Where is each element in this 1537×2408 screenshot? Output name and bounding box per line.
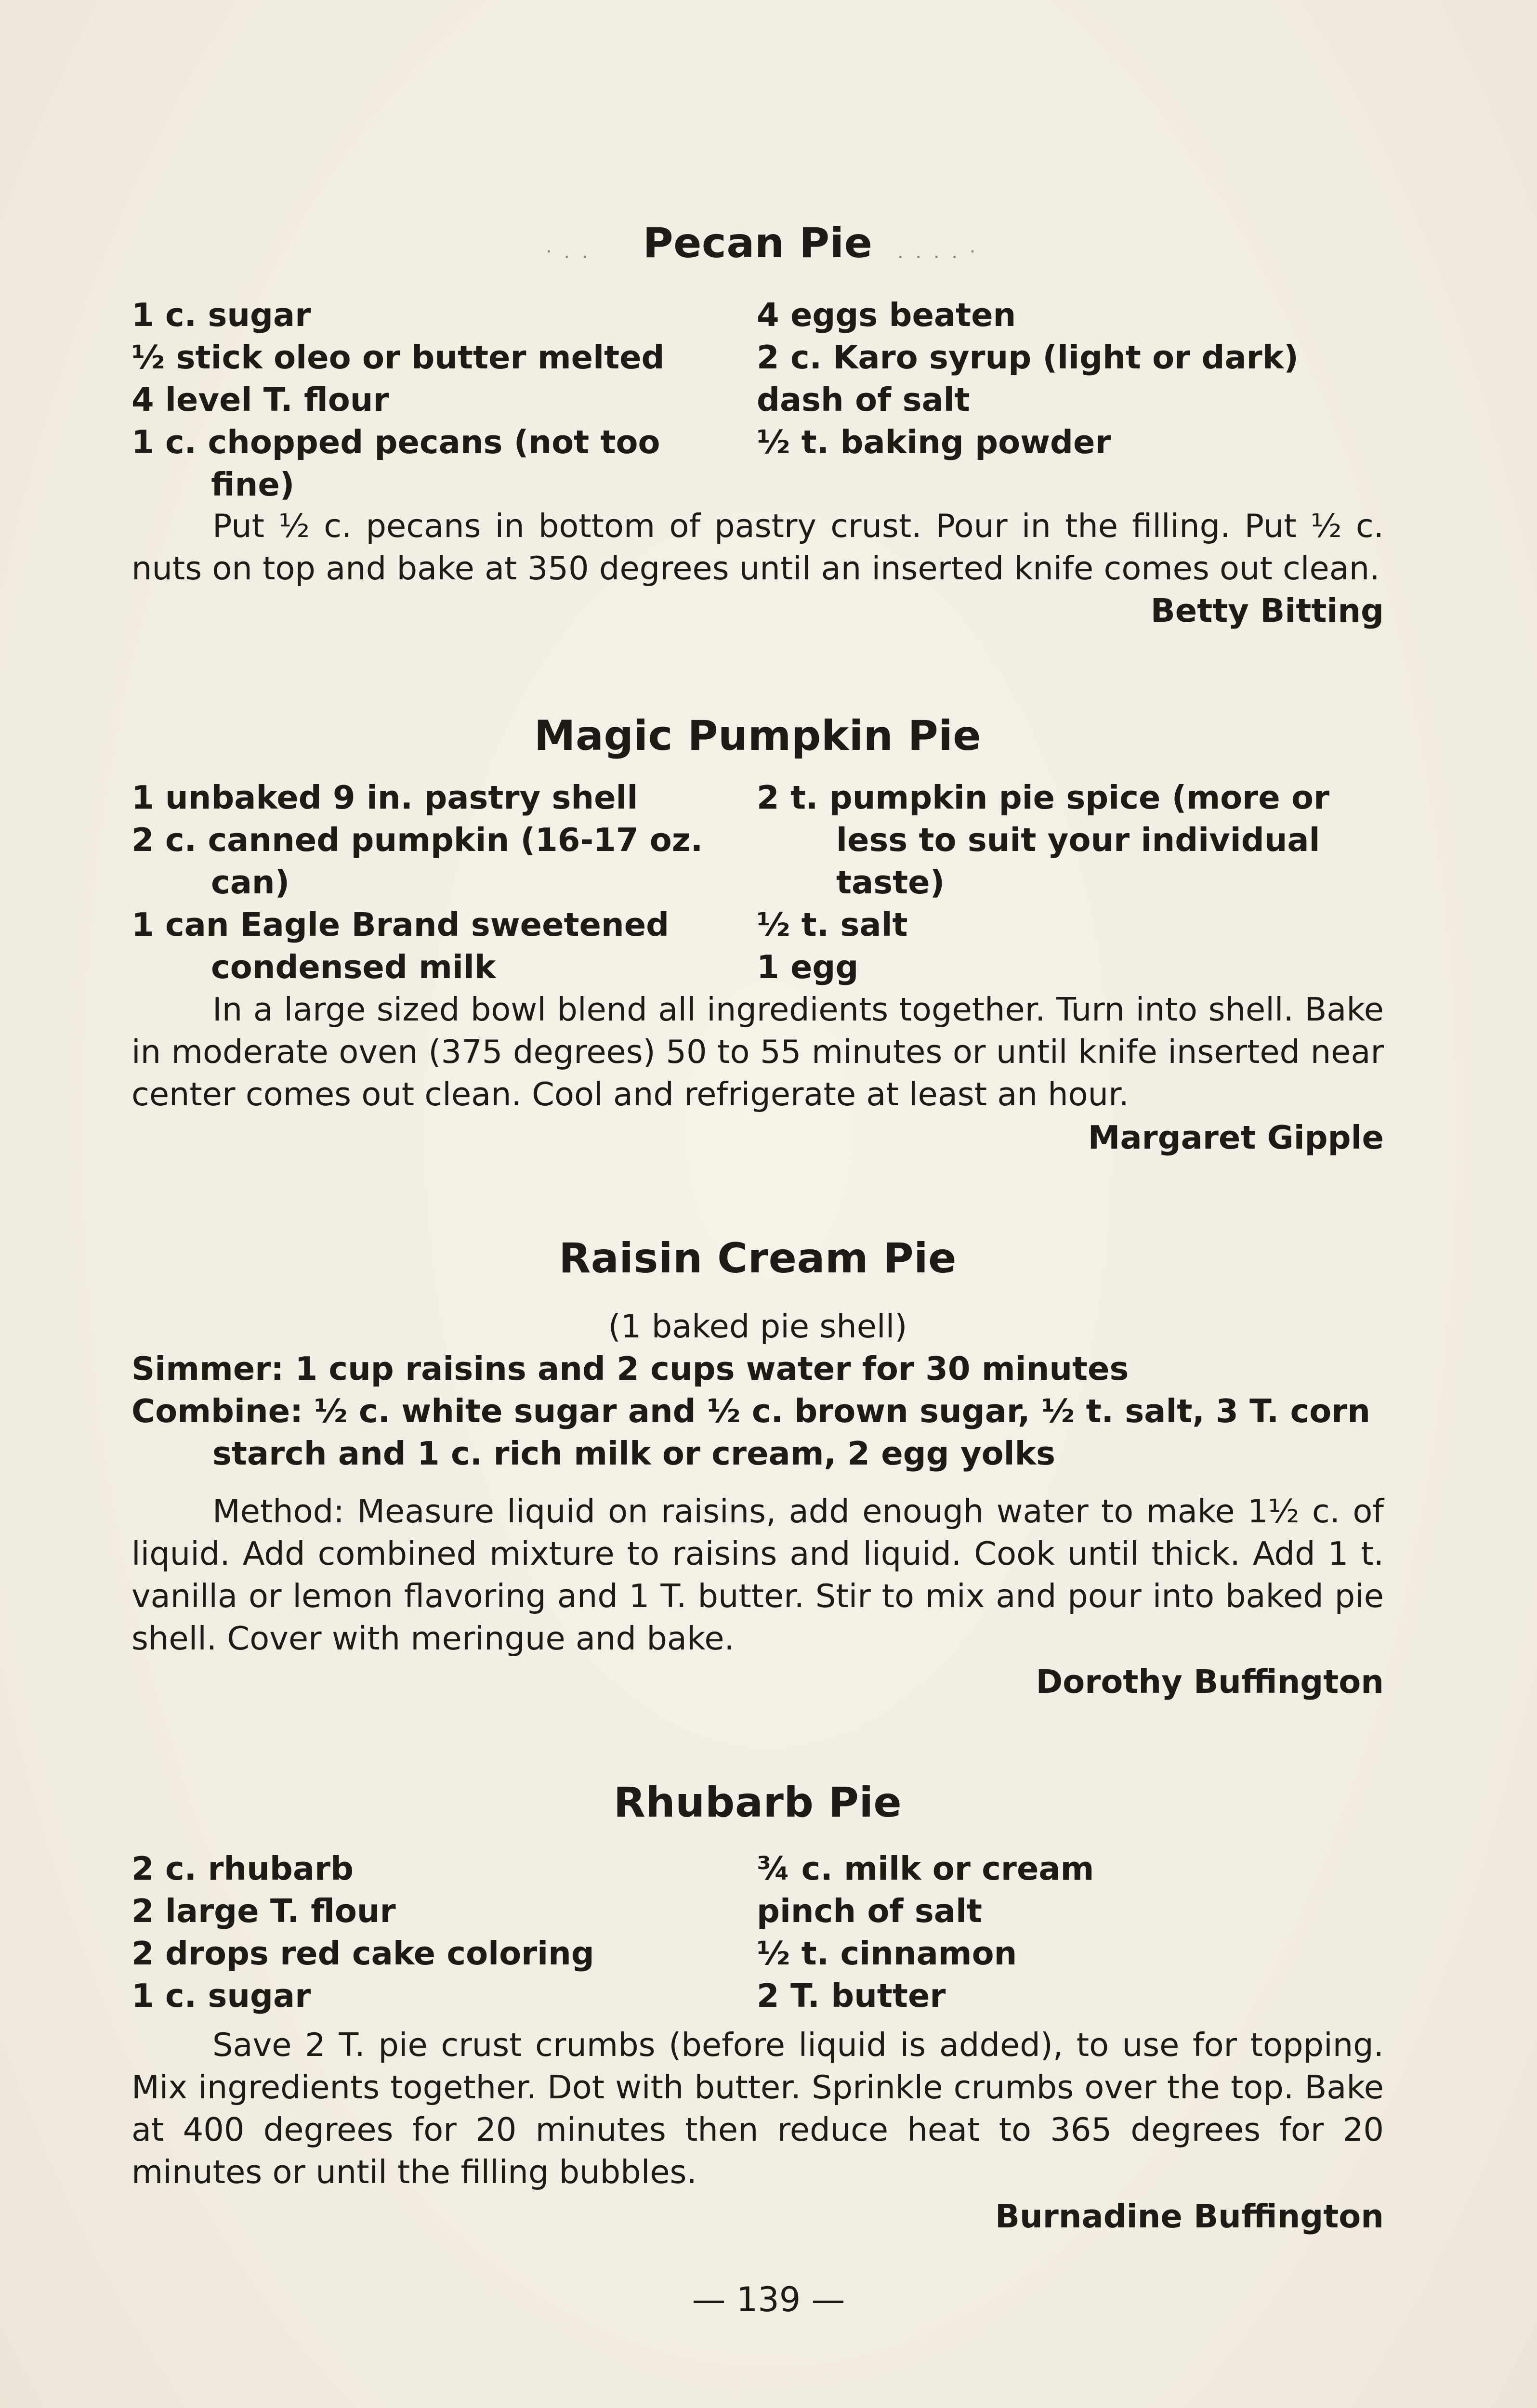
page-number: — 139 — [692,2280,845,2319]
ingredient: 4 level T. flour [131,381,389,419]
recipe-title: Raisin Cream Pie [559,1234,957,1283]
ingredient: dash of salt [757,381,970,419]
decorative-dots: · . . [546,241,591,263]
ingredient: 1 unbaked 9 in. pastry shell [131,779,638,816]
ingredients-right [757,1847,1384,2017]
contributor-name: Margaret Gipple [1088,1119,1384,1156]
ingredient: 2 c. Karo syrup (light or dark) [757,339,1299,376]
ingredient: ¾ c. milk or cream [757,1850,1094,1887]
ingredient: 2 t. pumpkin pie spice (more or less to suit your individual taste) [757,779,1330,901]
recipe-directions: Method: Measure liquid on raisins, add enough water to make 1½ c. of liquid. Add combined mixture to raisins and liquid. Cook until thick. Add 1 t. vanilla or lemon flavoring and 1 T. butter. Stir to mix and pour into baked pie shell. Cover with meringue and bake. [131,1492,1384,1657]
recipe-steps [131,1348,1384,1475]
ingredients-left [131,1847,734,2017]
recipe-title: Rhubarb Pie [613,1779,902,1827]
ingredient: 1 c. chopped pecans (not too fine) [131,423,660,503]
recipe-title: Magic Pumpkin Pie [534,712,982,760]
recipe-directions: In a large sized bowl blend all ingredients together. Turn into shell. Bake in moderate oven (375 degrees) 50 to 55 minutes or until knife inserted near center comes out clean. Cool and refrigerate at least an hour. [131,991,1384,1113]
ingredient: 2 c. canned pumpkin (16-17 oz. can) [131,821,703,901]
ingredient: 2 drops red cake coloring [131,1935,594,1972]
recipe-directions: Save 2 T. pie crust crumbs (before liquid is added), to use for topping. Mix ingredients together. Dot with butter. Sprinkle crumbs over the top. Bake at 400 degrees for 20 minutes then reduce heat to 365 degrees for 20 minutes or until the filling bubbles. [131,2026,1384,2191]
recipe-subtitle: (1 baked pie shell) [608,1308,907,1345]
ingredients-left [131,294,734,506]
ingredient: 1 c. sugar [131,1977,311,2015]
ingredient: 2 large T. flour [131,1892,396,1930]
ingredient: 1 c. sugar [131,296,311,334]
ingredients-left [131,776,734,988]
contributor-name: Burnadine Buffington [995,2198,1384,2235]
ingredient: ½ stick oleo or butter melted [131,339,665,376]
ingredients-right [757,776,1384,988]
contributor-name: Dorothy Buffington [1036,1663,1384,1701]
ingredient: ½ t. cinnamon [757,1935,1017,1972]
decorative-dots: . . . . · [897,241,979,263]
ingredient: ½ t. baking powder [757,423,1111,461]
ingredient: ½ t. salt [757,906,908,943]
ingredient: 2 c. rhubarb [131,1850,354,1887]
ingredient: 4 eggs beaten [757,296,1016,334]
ingredient: 1 can Eagle Brand sweetened condensed milk [131,906,670,986]
ingredient: 1 egg [757,948,859,986]
contributor-name: Betty Bitting [1150,592,1384,629]
recipe-title: Pecan Pie [643,219,873,267]
ingredient: 2 T. butter [757,1977,946,2015]
ingredients-right [757,294,1384,463]
ingredient: pinch of salt [757,1892,982,1930]
step-combine: Combine: ½ c. white sugar and ½ c. brown sugar, ½ t. salt, 3 T. corn starch and 1 c. rich milk or cream, 2 egg yolks [131,1392,1370,1472]
step-simmer: Simmer: 1 cup raisins and 2 cups water for 30 minutes [131,1350,1129,1387]
recipe-directions: Put ½ c. pecans in bottom of pastry crust. Pour in the filling. Put ½ c. nuts on top and bake at 350 degrees until an inserted knife comes out clean. [131,507,1384,587]
